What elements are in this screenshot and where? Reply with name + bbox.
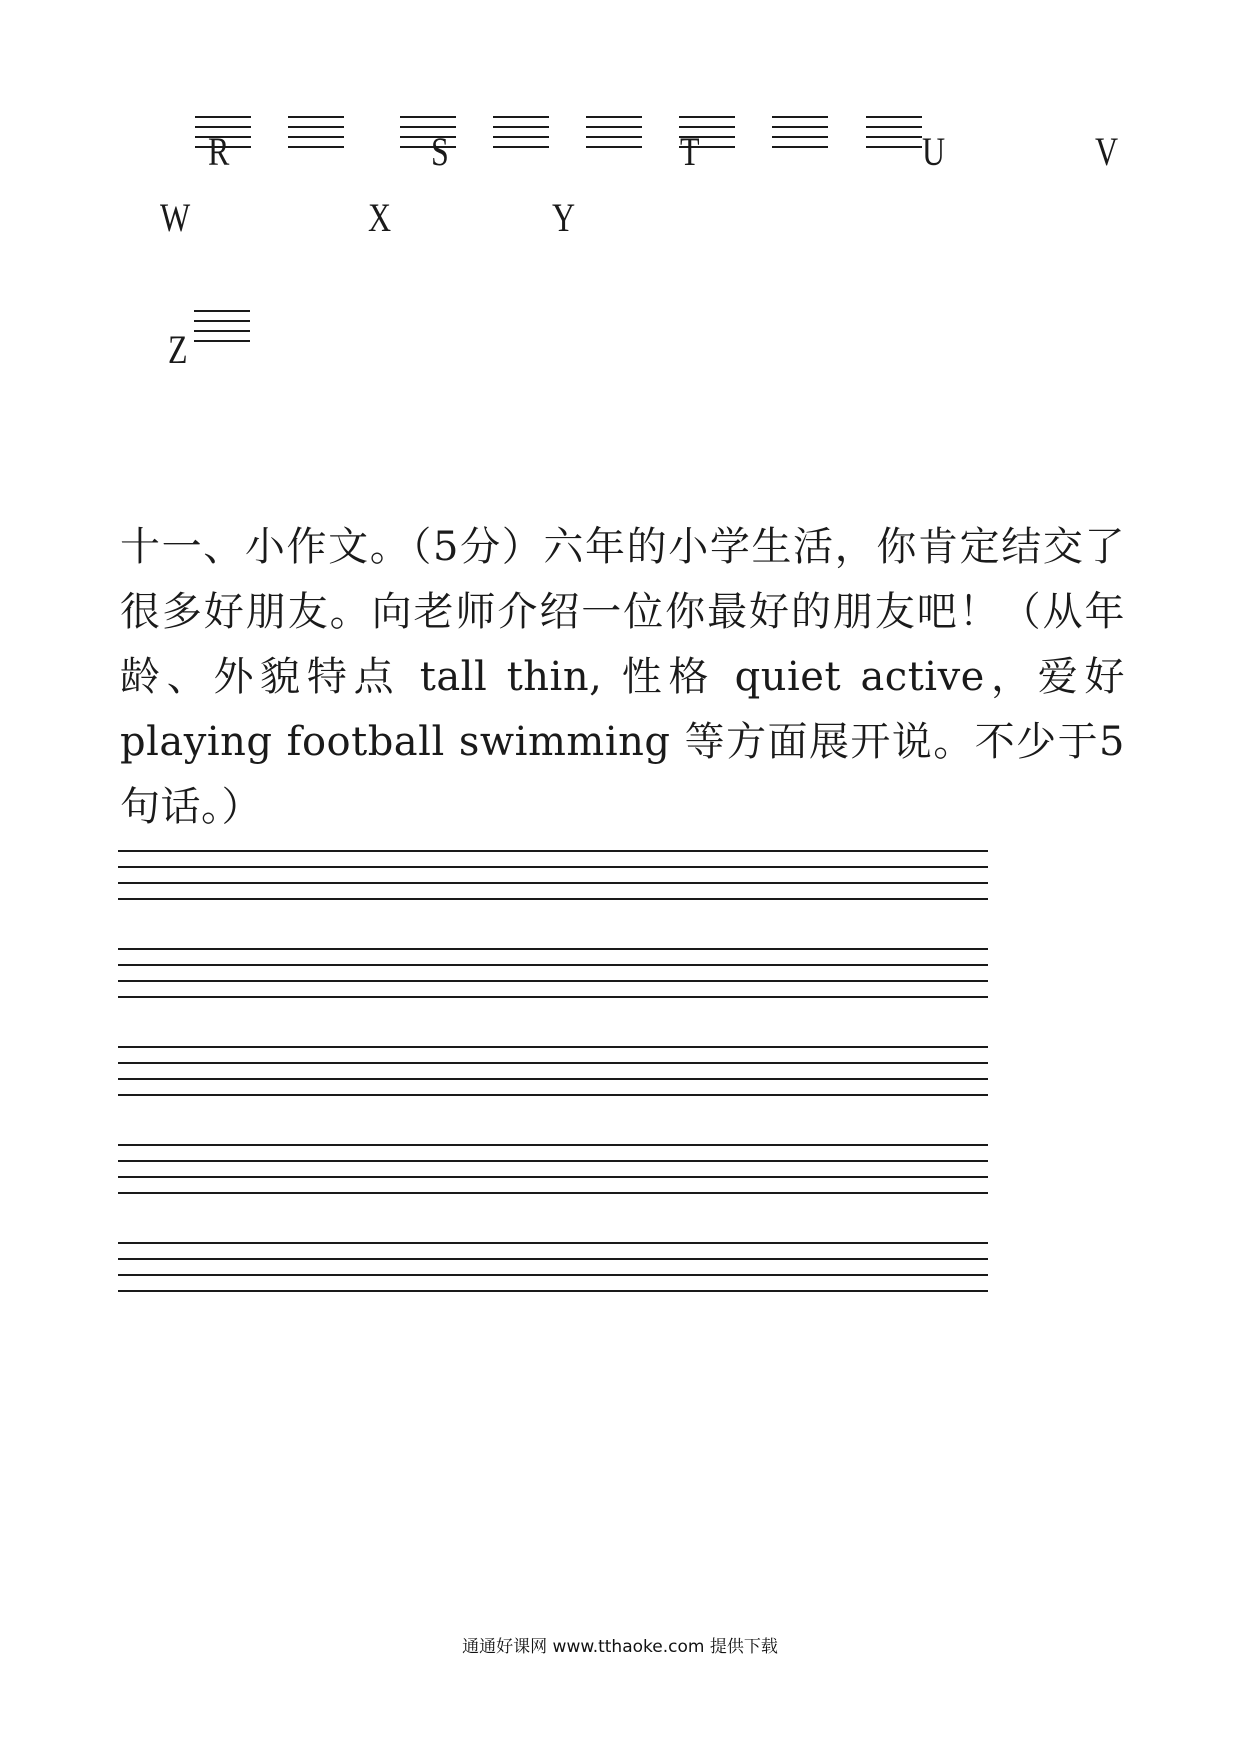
letter-u: U <box>922 129 946 174</box>
question-text: 十一、小作文。（5分）六年的小学生活，你肯定结交了很多好朋友。向老师介绍一位你最好的朋友吧！（从年龄、外貌特点 tall thin, 性格 quiet active，爱好 playing football swimming 等方面展开说。不少于5句话。） <box>120 524 1125 830</box>
letter-w: W <box>160 195 191 240</box>
writing-line-group[interactable] <box>118 1046 988 1096</box>
four-line-guide <box>493 116 549 152</box>
four-line-guide <box>772 116 828 152</box>
four-line-guide <box>288 116 344 152</box>
writing-line-group[interactable] <box>118 1242 988 1292</box>
letter-t: T <box>680 129 700 174</box>
letter-z: Z <box>168 327 188 372</box>
letter-y: Y <box>552 195 576 240</box>
writing-line-group[interactable] <box>118 1144 988 1194</box>
four-line-guide <box>586 116 642 152</box>
letter-v: V <box>1095 129 1119 174</box>
page-footer: 通通好课网 www.tthaoke.com 提供下载 <box>462 1637 778 1657</box>
letter-s: S <box>431 129 449 174</box>
writing-line-group[interactable] <box>118 850 988 900</box>
four-line-guide <box>866 116 922 152</box>
writing-area <box>118 850 988 1340</box>
letter-x: X <box>368 195 392 240</box>
letter-r: R <box>208 129 230 174</box>
writing-line-group[interactable] <box>118 948 988 998</box>
composition-question <box>120 515 1125 840</box>
four-line-guide <box>194 310 250 346</box>
